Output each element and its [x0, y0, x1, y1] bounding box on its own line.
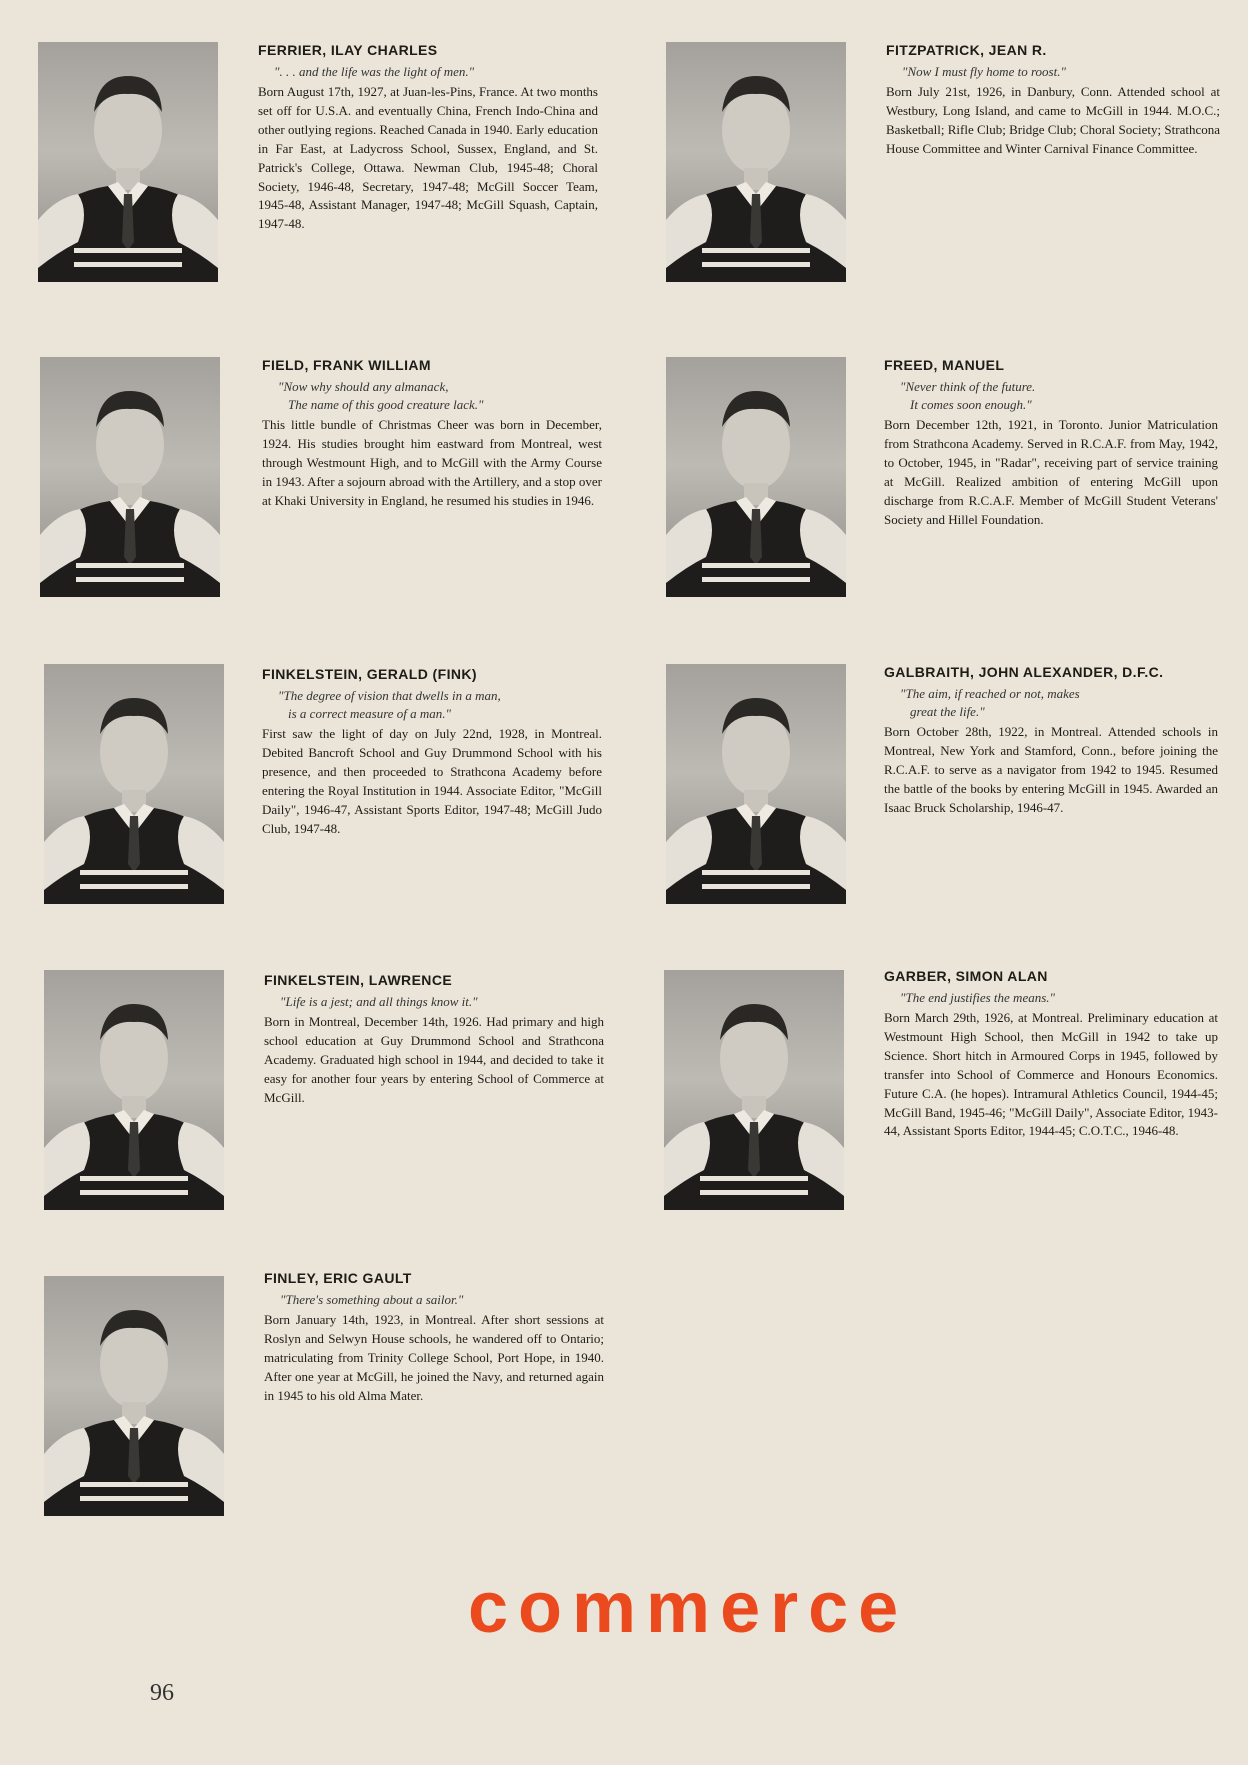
student-name: FINKELSTEIN, GERALD (FINK): [262, 666, 477, 682]
student-name: FINKELSTEIN, LAWRENCE: [264, 972, 453, 988]
section-title: commerce: [468, 1568, 909, 1648]
portrait-photo: [44, 664, 224, 904]
student-bio: Born in Montreal, December 14th, 1926. Had primary and high school education at Guy Drummond School and Strathcona Academy. Graduated high school in 1944, and decided to take it easy for another four years by entering School of Commerce at McGill.: [264, 1014, 604, 1105]
student-bio: Born August 17th, 1927, at Juan-les-Pins, France. At two months set off for U.S.A. and eventually China, French Indo-China and other outlying regions. Reached Canada in 1940. Early education in Far East, at Ladycross School, Sussex, England, and St. Patrick's College, Ottawa. Newman Club, 1945-48; Choral Society, 1946-48, Secretary, 1947-48; McGill Soccer Team, 1945-48, Assistant Manager, 1947-48; McGill Squash, Captain, 1947-48.: [258, 84, 598, 232]
student-name: GARBER, SIMON ALAN: [884, 968, 1048, 984]
student-bio: Born January 14th, 1923, in Montreal. After short sessions at Roslyn and Selwyn House schools, he wandered off to Ontario; matriculating from Trinity College School, Port Hope, in 1940. After one year at McGill, he joined the Navy, and returned again in 1945 to his old Alma Mater.: [264, 1312, 604, 1403]
page-number: 96: [150, 1680, 174, 1706]
student-quote: "Never think of the future. It comes soon enough.": [900, 379, 1036, 412]
student-quote: "Life is a jest; and all things know it.": [280, 994, 478, 1009]
student-name: FINLEY, ERIC GAULT: [264, 1270, 412, 1286]
student-bio: Born October 28th, 1922, in Montreal. Attended schools in Montreal, New York and Stamford, Conn., before joining the R.C.A.F. to serve as a navigator from 1942 to 1945. Resumed the battle of the books by entering McGill in 1945. Awarded an Isaac Bruck Scholarship, 1946-47.: [884, 724, 1218, 815]
student-bio: Born December 12th, 1921, in Toronto. Junior Matriculation from Strathcona Academy. Served in R.C.A.F. from May, 1942, to October, 1945, in "Radar", receiving part of service training at McGill. Realized ambition of entering McGill upon discharge from R.C.A.F. Member of McGill Student Veterans' Society and Hillel Foundation.: [884, 417, 1218, 527]
student-name: FITZPATRICK, JEAN R.: [886, 42, 1047, 58]
student-quote: "The degree of vision that dwells in a man, is a correct measure of a man.": [278, 688, 501, 721]
student-quote: ". . . and the life was the light of men.": [274, 64, 475, 79]
student-quote: "Now why should any almanack, The name of this good creature lack.": [278, 379, 484, 412]
portrait-photo: [44, 970, 224, 1210]
student-quote: "There's something about a sailor.": [280, 1292, 464, 1307]
student-quote: "The aim, if reached or not, makes great the life.": [900, 686, 1080, 719]
portrait-photo: [44, 1276, 224, 1516]
student-bio: First saw the light of day on July 22nd, 1928, in Montreal. Debited Bancroft School and Guy Drummond School with his presence, and then proceeded to Strathcona Academy before entering the Royal Institution in 1944. Associate Editor, "McGill Daily", 1946-47, Assistant Sports Editor, 1947-48; McGill Judo Club, 1947-48.: [262, 726, 602, 836]
student-quote: "The end justifies the means.": [900, 990, 1055, 1005]
portrait-photo: [666, 664, 846, 904]
student-name: FIELD, FRANK WILLIAM: [262, 357, 431, 373]
student-name: FERRIER, ILAY CHARLES: [258, 42, 438, 58]
portrait-photo: [664, 970, 844, 1210]
portrait-photo: [38, 42, 218, 282]
student-name: GALBRAITH, JOHN ALEXANDER, D.F.C.: [884, 664, 1164, 680]
student-bio: Born July 21st, 1926, in Danbury, Conn. Attended school at Westbury, Long Island, and came to McGill in 1944. M.O.C.; Basketball; Rifle Club; Bridge Club; Choral Society; Strathcona House Committee and Winter Carnival Finance Committee.: [886, 84, 1220, 156]
portrait-photo: [666, 42, 846, 282]
student-bio: This little bundle of Christmas Cheer was born in December, 1924. His studies brought him eastward from Montreal, west through Westmount High, and to McGill with the Army Course in 1943. After a sojourn abroad with the Artillery, and a stop over at Khaki University in England, he resumed his studies in 1946.: [262, 417, 602, 508]
student-name: FREED, MANUEL: [884, 357, 1005, 373]
portrait-photo: [666, 357, 846, 597]
portrait-photo: [40, 357, 220, 597]
student-quote: "Now I must fly home to roost.": [902, 64, 1066, 79]
student-bio: Born March 29th, 1926, at Montreal. Preliminary education at Westmount High School, then McGill in 1942 to take up Science. Short hitch in Armoured Corps in 1945, followed by transfer into School of Commerce and Honours Economics. Future C.A. (he hopes). Intramural Athletics Council, 1944-45; McGill Band, 1945-46; "McGill Daily", Associate Editor, 1943-44, Assistant Sports Editor, 1944-45; C.O.T.C., 1946-48.: [884, 1010, 1218, 1139]
